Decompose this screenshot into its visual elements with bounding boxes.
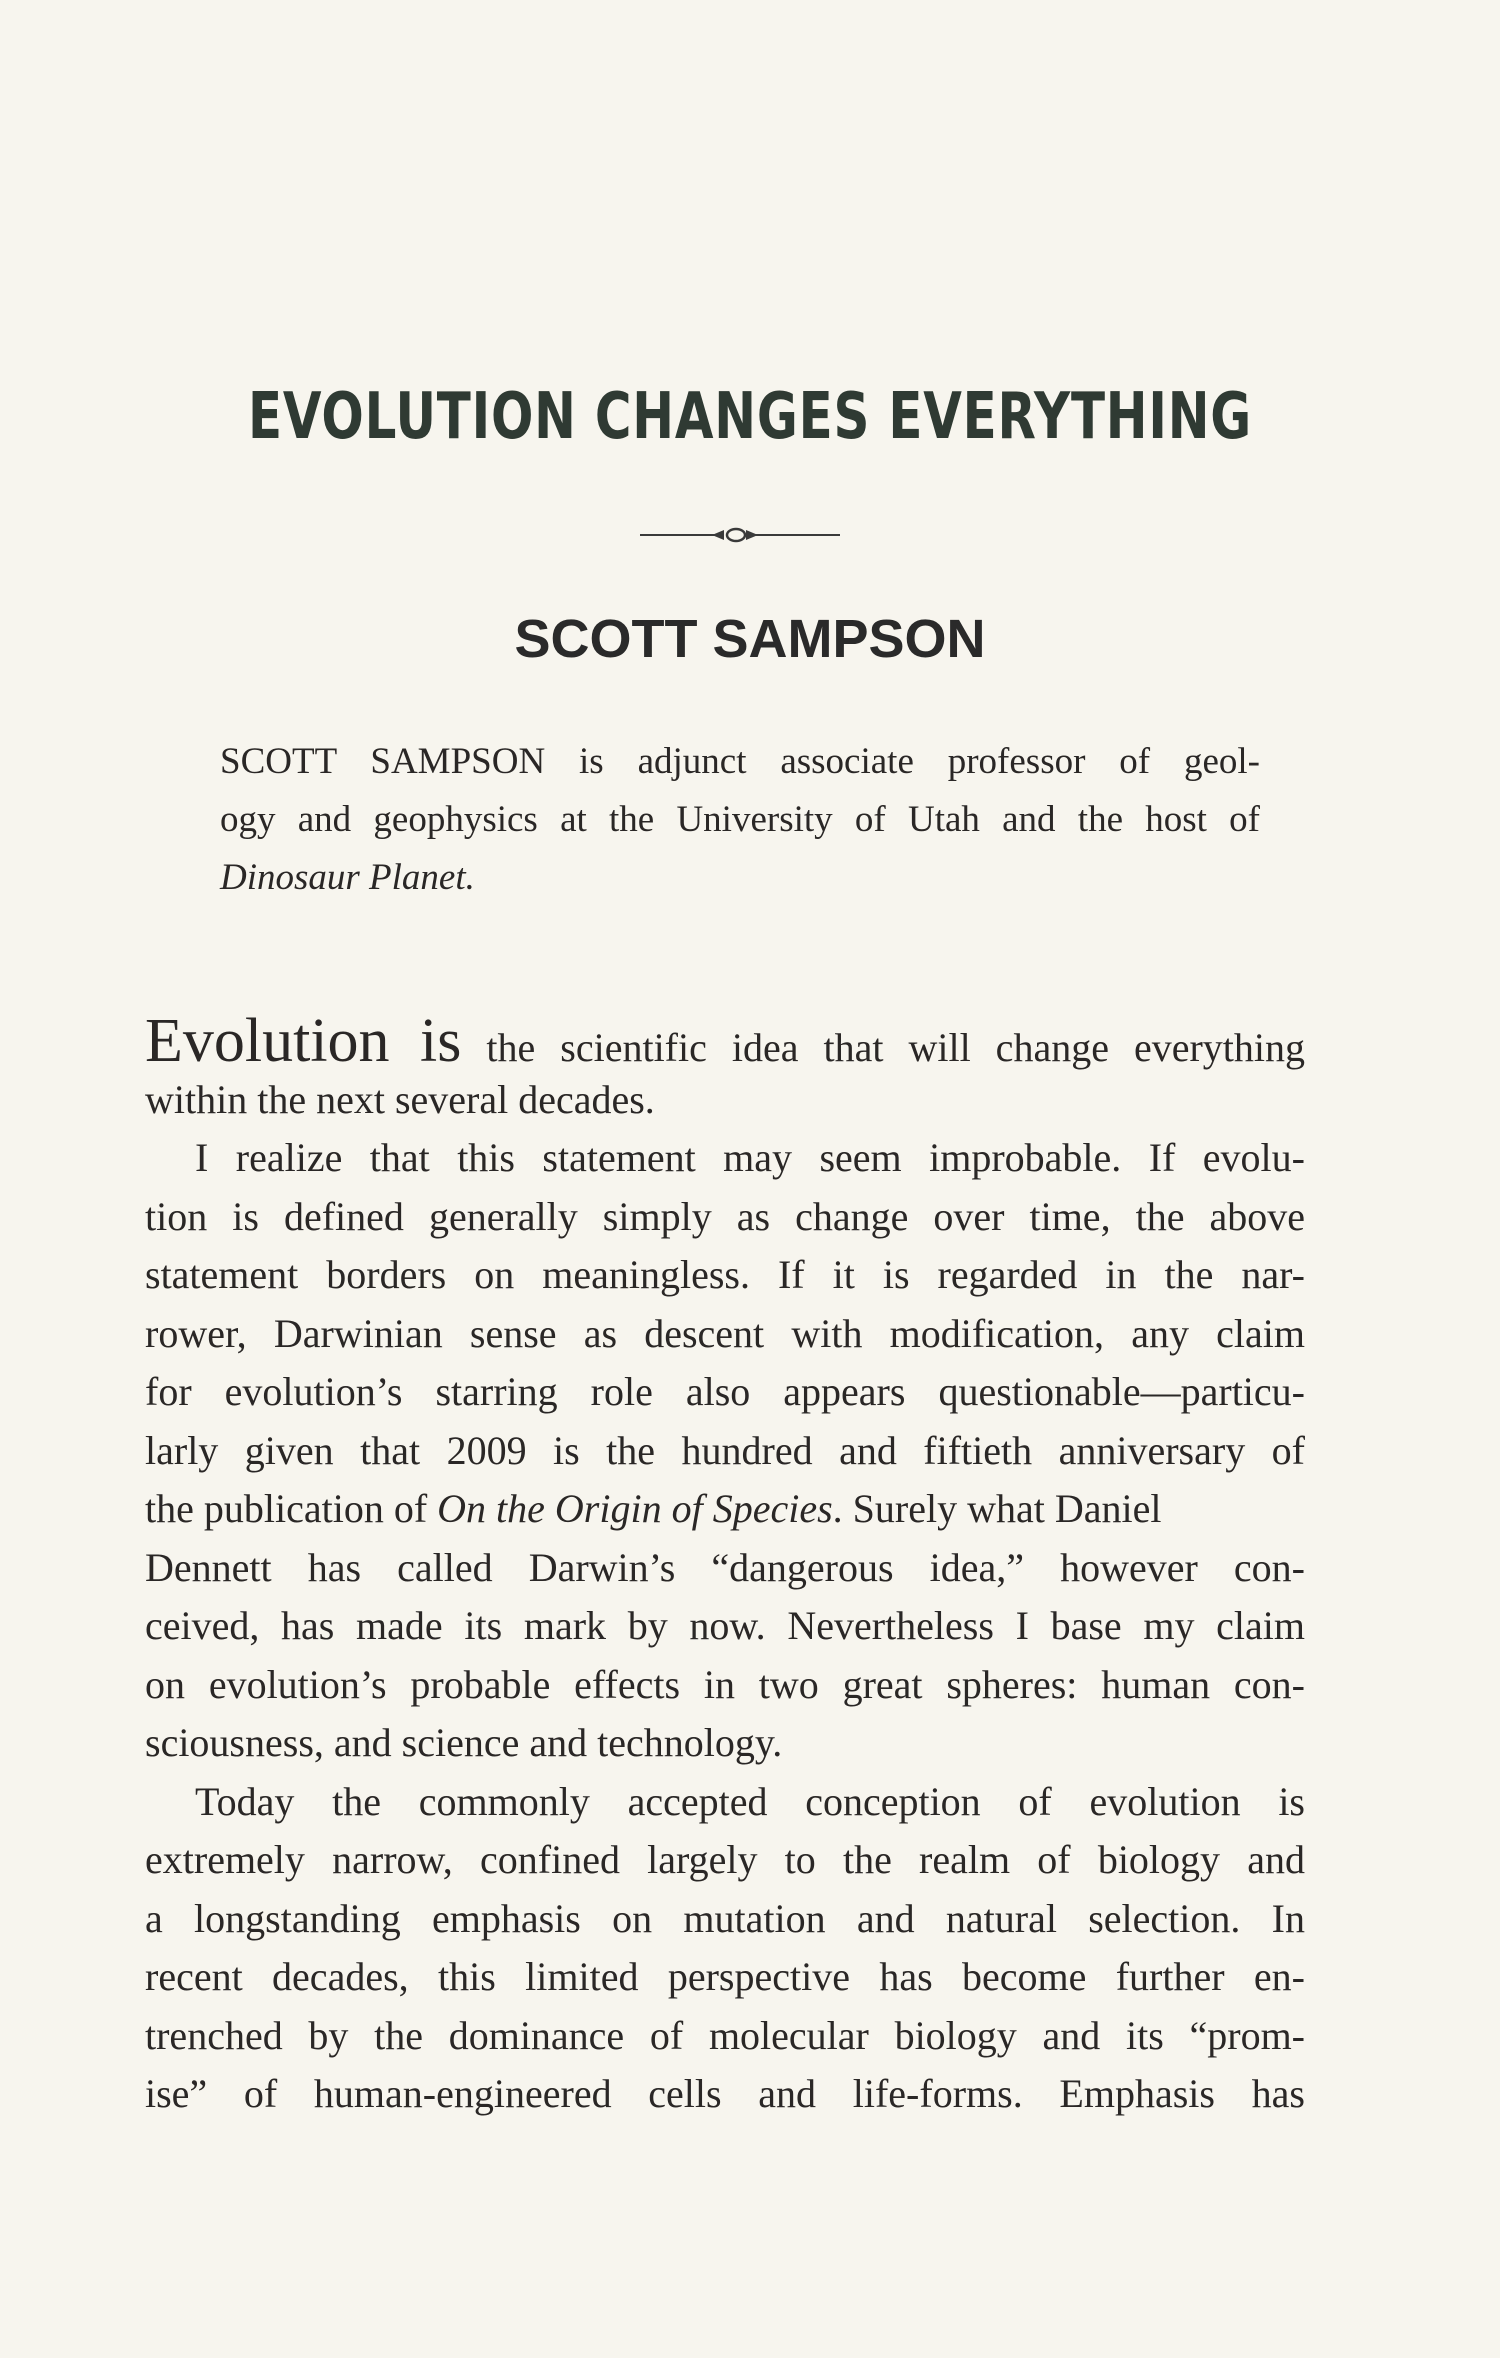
body-line: tion is defined generally simply as change over time, the above <box>145 1193 1305 1239</box>
book-title: Dinosaur Planet. <box>220 857 475 898</box>
body-line: statement borders on meaningless. If it is regarded in the nar- <box>145 1252 1305 1297</box>
body-line: ceived, has made its mark by now. Nevertheless I base my claim <box>145 1603 1305 1648</box>
body-line: ise” of human-engineered cells and life-forms. Emphasis has <box>145 2071 1305 2116</box>
paragraph <box>145 1773 1305 2124</box>
bio-line: SCOTT SAMPSON is adjunct associate professor of geol- <box>220 741 1260 782</box>
paragraph <box>145 1129 1305 1773</box>
body-line: the publication of On the Origin of Species. Surely what Daniel <box>145 1486 1162 1531</box>
book-title: On the Origin of Species <box>437 1486 833 1531</box>
opening-words: Evolution is <box>145 1007 462 1075</box>
body-text: the scientific idea that will change everything <box>486 1025 1305 1070</box>
essay-body <box>145 1007 1305 2124</box>
body-line <box>145 1007 1305 1075</box>
author-name: SCOTT SAMPSON <box>514 609 986 669</box>
body-line: for evolution’s starring role also appears questionable—particu- <box>145 1369 1305 1414</box>
body-line: Today the commonly accepted conception of evolution is <box>195 1778 1305 1824</box>
body-line: sciousness, and science and technology. <box>145 1720 783 1765</box>
body-line: extremely narrow, confined largely to the realm of biology and <box>145 1837 1305 1882</box>
essay-title: EVOLUTION CHANGES EVERYTHING <box>247 380 1253 454</box>
body-line: a longstanding emphasis on mutation and natural selection. In <box>145 1895 1305 1941</box>
body-line: recent decades, this limited perspective has become further en- <box>145 1954 1305 1999</box>
body-line: trenched by the dominance of molecular biology and its “prom- <box>145 2012 1305 2058</box>
body-line: I realize that this statement may seem improbable. If evolu- <box>195 1135 1305 1180</box>
body-line: on evolution’s probable effects in two great spheres: human con- <box>145 1661 1305 1707</box>
paragraph <box>145 1007 1305 1129</box>
body-line: larly given that 2009 is the hundred and fiftieth anniversary of <box>145 1427 1305 1473</box>
body-line: within the next several decades. <box>145 1076 655 1122</box>
ornament-divider <box>640 520 840 550</box>
author-bio <box>220 733 1260 907</box>
body-line: rower, Darwinian sense as descent with modification, any claim <box>145 1310 1305 1356</box>
bio-line: ogy and geophysics at the University of Utah and the host of <box>220 799 1260 840</box>
body-line: Dennett has called Darwin’s “dangerous idea,” however con- <box>145 1544 1305 1590</box>
